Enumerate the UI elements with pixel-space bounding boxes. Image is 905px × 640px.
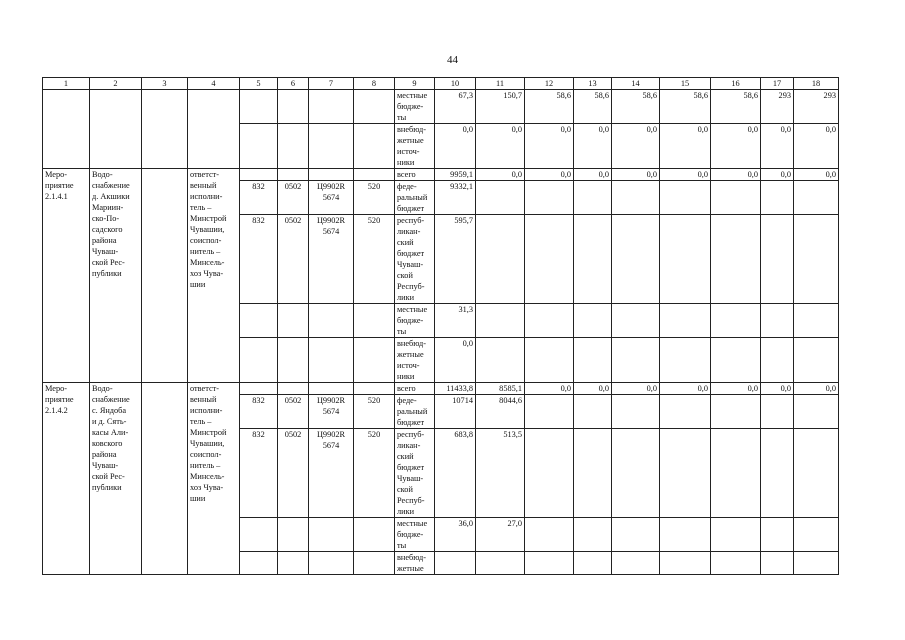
column-number: 7	[309, 78, 354, 90]
cell-col6	[278, 518, 309, 552]
expense-type-code: 520	[354, 395, 395, 429]
cell-col7	[309, 169, 354, 181]
amount-col14	[612, 552, 660, 575]
column-number: 13	[574, 78, 612, 90]
cell-col5	[240, 90, 278, 124]
amount-col18	[794, 429, 839, 518]
amount-col12	[525, 518, 574, 552]
expense-type-code: 520	[354, 181, 395, 215]
amount-col10: 683,8	[435, 429, 476, 518]
funding-source: всего	[395, 383, 435, 395]
ministry-code: 832	[240, 395, 278, 429]
amount-col15	[660, 552, 711, 575]
cell-col5	[240, 552, 278, 575]
amount-col16: 0,0	[711, 169, 761, 181]
amount-col10: 9959,1	[435, 169, 476, 181]
amount-col18	[794, 518, 839, 552]
target-article-code: Ц9902R 5674	[309, 181, 354, 215]
amount-col18	[794, 552, 839, 575]
cell-col6	[278, 338, 309, 383]
amount-col12	[525, 429, 574, 518]
expense-type-code: 520	[354, 215, 395, 304]
amount-col14	[612, 215, 660, 304]
amount-col11	[476, 181, 525, 215]
cell-col7	[309, 338, 354, 383]
cell-col5	[240, 518, 278, 552]
amount-col13	[574, 215, 612, 304]
amount-col17: 0,0	[761, 383, 794, 395]
amount-col18: 0,0	[794, 169, 839, 181]
column-number: 4	[188, 78, 240, 90]
ministry-code: 832	[240, 181, 278, 215]
amount-col11: 8044,6	[476, 395, 525, 429]
funding-source: внебюд- жетные источ- ники	[395, 338, 435, 383]
cell-col3	[142, 383, 188, 575]
amount-col12	[525, 181, 574, 215]
amount-col12: 0,0	[525, 169, 574, 181]
amount-col17	[761, 304, 794, 338]
amount-col14	[612, 395, 660, 429]
cell-col1	[43, 90, 90, 169]
amount-col17	[761, 338, 794, 383]
amount-col17: 293	[761, 90, 794, 124]
amount-col16	[711, 518, 761, 552]
cell-col8	[354, 304, 395, 338]
amount-col10: 11433,8	[435, 383, 476, 395]
amount-col17	[761, 395, 794, 429]
amount-col15	[660, 518, 711, 552]
amount-col12: 0,0	[525, 383, 574, 395]
column-number: 17	[761, 78, 794, 90]
amount-col10: 595,7	[435, 215, 476, 304]
amount-col11: 27,0	[476, 518, 525, 552]
section-code: 0502	[278, 395, 309, 429]
cell-col8	[354, 383, 395, 395]
amount-col15	[660, 429, 711, 518]
amount-col11	[476, 552, 525, 575]
amount-col12: 0,0	[525, 124, 574, 169]
cell-col5	[240, 383, 278, 395]
funding-source: внебюд- жетные источ- ники	[395, 124, 435, 169]
target-article-code: Ц9902R 5674	[309, 429, 354, 518]
amount-col10: 0,0	[435, 124, 476, 169]
amount-col16	[711, 215, 761, 304]
amount-col15: 58,6	[660, 90, 711, 124]
cell-col6	[278, 90, 309, 124]
amount-col15	[660, 304, 711, 338]
amount-col14	[612, 338, 660, 383]
measure-id: Меро- приятие 2.1.4.2	[43, 383, 90, 575]
amount-col18: 0,0	[794, 383, 839, 395]
section-code: 0502	[278, 181, 309, 215]
amount-col13	[574, 518, 612, 552]
amount-col10: 9332,1	[435, 181, 476, 215]
responsible-executor: ответст- венный исполни- тель – Минстрой Чувашии, соиспол- нитель – Минсель- хоз Чува- шии	[188, 383, 240, 575]
section-code: 0502	[278, 215, 309, 304]
cell-col8	[354, 124, 395, 169]
amount-col12	[525, 304, 574, 338]
cell-col8	[354, 338, 395, 383]
amount-col16: 0,0	[711, 124, 761, 169]
amount-col12	[525, 395, 574, 429]
amount-col15	[660, 181, 711, 215]
amount-col13	[574, 429, 612, 518]
amount-col11: 0,0	[476, 124, 525, 169]
amount-col10: 31,3	[435, 304, 476, 338]
amount-col13	[574, 395, 612, 429]
amount-col13: 0,0	[574, 383, 612, 395]
cell-col8	[354, 552, 395, 575]
amount-col11: 513,5	[476, 429, 525, 518]
amount-col18: 293	[794, 90, 839, 124]
amount-col17	[761, 518, 794, 552]
cell-col3	[142, 90, 188, 169]
ministry-code: 832	[240, 429, 278, 518]
funding-source: феде- ральный бюджет	[395, 181, 435, 215]
amount-col14: 0,0	[612, 124, 660, 169]
amount-col11	[476, 215, 525, 304]
cell-col8	[354, 518, 395, 552]
amount-col10: 67,3	[435, 90, 476, 124]
funding-source: всего	[395, 169, 435, 181]
column-number: 9	[395, 78, 435, 90]
funding-source: местные бюдже- ты	[395, 518, 435, 552]
expense-type-code: 520	[354, 429, 395, 518]
cell-col6	[278, 304, 309, 338]
page-number: 44	[447, 54, 458, 66]
amount-col12: 58,6	[525, 90, 574, 124]
cell-col6	[278, 169, 309, 181]
amount-col14	[612, 304, 660, 338]
column-number: 10	[435, 78, 476, 90]
cell-col5	[240, 338, 278, 383]
amount-col10: 10714	[435, 395, 476, 429]
amount-col13	[574, 338, 612, 383]
amount-col14: 0,0	[612, 169, 660, 181]
amount-col16: 58,6	[711, 90, 761, 124]
section-code: 0502	[278, 429, 309, 518]
table-row	[43, 169, 839, 181]
amount-col14	[612, 429, 660, 518]
cell-col7	[309, 304, 354, 338]
cell-col7	[309, 124, 354, 169]
cell-col3	[142, 169, 188, 383]
cell-col5	[240, 169, 278, 181]
amount-col18: 0,0	[794, 124, 839, 169]
amount-col13	[574, 181, 612, 215]
amount-col13: 0,0	[574, 124, 612, 169]
column-number: 2	[90, 78, 142, 90]
cell-col7	[309, 383, 354, 395]
amount-col17: 0,0	[761, 169, 794, 181]
cell-col6	[278, 383, 309, 395]
column-number: 16	[711, 78, 761, 90]
target-article-code: Ц9902R 5674	[309, 215, 354, 304]
responsible-executor: ответст- венный исполни- тель – Минстрой Чувашии, соиспол- нитель – Минсель- хоз Чува- шии	[188, 169, 240, 383]
amount-col16	[711, 338, 761, 383]
amount-col14	[612, 518, 660, 552]
column-number: 14	[612, 78, 660, 90]
amount-col14: 0,0	[612, 383, 660, 395]
table-row	[43, 90, 839, 124]
column-number: 18	[794, 78, 839, 90]
measure-id: Меро- приятие 2.1.4.1	[43, 169, 90, 383]
amount-col13: 0,0	[574, 169, 612, 181]
column-number: 3	[142, 78, 188, 90]
amount-col11: 150,7	[476, 90, 525, 124]
amount-col12	[525, 215, 574, 304]
amount-col14	[612, 181, 660, 215]
amount-col14: 58,6	[612, 90, 660, 124]
funding-source: респуб- ликан- ский бюджет Чуваш- ской Респуб- лики	[395, 429, 435, 518]
amount-col12	[525, 552, 574, 575]
amount-col18	[794, 181, 839, 215]
column-number: 5	[240, 78, 278, 90]
cell-col4	[188, 90, 240, 169]
column-number: 12	[525, 78, 574, 90]
funding-source: внебюд- жетные	[395, 552, 435, 575]
column-number: 8	[354, 78, 395, 90]
amount-col16: 0,0	[711, 383, 761, 395]
amount-col11	[476, 304, 525, 338]
column-number: 11	[476, 78, 525, 90]
cell-col2	[90, 90, 142, 169]
amount-col18	[794, 304, 839, 338]
cell-col8	[354, 90, 395, 124]
ministry-code: 832	[240, 215, 278, 304]
amount-col18	[794, 338, 839, 383]
column-number: 15	[660, 78, 711, 90]
amount-col10: 0,0	[435, 338, 476, 383]
amount-col15: 0,0	[660, 383, 711, 395]
amount-col11: 0,0	[476, 169, 525, 181]
column-number-row	[43, 78, 839, 90]
amount-col15: 0,0	[660, 124, 711, 169]
cell-col5	[240, 304, 278, 338]
cell-col6	[278, 552, 309, 575]
amount-col13: 58,6	[574, 90, 612, 124]
amount-col15: 0,0	[660, 169, 711, 181]
amount-col17: 0,0	[761, 124, 794, 169]
funding-source: местные бюдже- ты	[395, 90, 435, 124]
cell-col5	[240, 124, 278, 169]
amount-col10	[435, 552, 476, 575]
amount-col13	[574, 552, 612, 575]
amount-col15	[660, 395, 711, 429]
cell-col8	[354, 169, 395, 181]
amount-col10: 36,0	[435, 518, 476, 552]
amount-col16	[711, 395, 761, 429]
amount-col16	[711, 181, 761, 215]
amount-col16	[711, 429, 761, 518]
funding-source: респуб- ликан- ский бюджет Чуваш- ской Респуб- лики	[395, 215, 435, 304]
amount-col15	[660, 215, 711, 304]
budget-table	[42, 77, 839, 575]
column-number: 1	[43, 78, 90, 90]
amount-col17	[761, 181, 794, 215]
measure-description: Водо- снабжение с. Яндоба и д. Сять- касы Али- ковского района Чуваш- ской Рес- публики	[90, 383, 142, 575]
amount-col16	[711, 552, 761, 575]
target-article-code: Ц9902R 5674	[309, 395, 354, 429]
amount-col18	[794, 215, 839, 304]
amount-col17	[761, 552, 794, 575]
amount-col11	[476, 338, 525, 383]
amount-col17	[761, 215, 794, 304]
cell-col7	[309, 518, 354, 552]
funding-source: феде- ральный бюджет	[395, 395, 435, 429]
amount-col15	[660, 338, 711, 383]
cell-col7	[309, 552, 354, 575]
amount-col16	[711, 304, 761, 338]
column-number: 6	[278, 78, 309, 90]
measure-description: Водо- снабжение д. Акшики Мариин- ско-По- садского района Чуваш- ской Рес- публики	[90, 169, 142, 383]
funding-source: местные бюдже- ты	[395, 304, 435, 338]
cell-col6	[278, 124, 309, 169]
amount-col11: 8585,1	[476, 383, 525, 395]
cell-col7	[309, 90, 354, 124]
table-row	[43, 383, 839, 395]
amount-col18	[794, 395, 839, 429]
amount-col12	[525, 338, 574, 383]
amount-col13	[574, 304, 612, 338]
amount-col17	[761, 429, 794, 518]
